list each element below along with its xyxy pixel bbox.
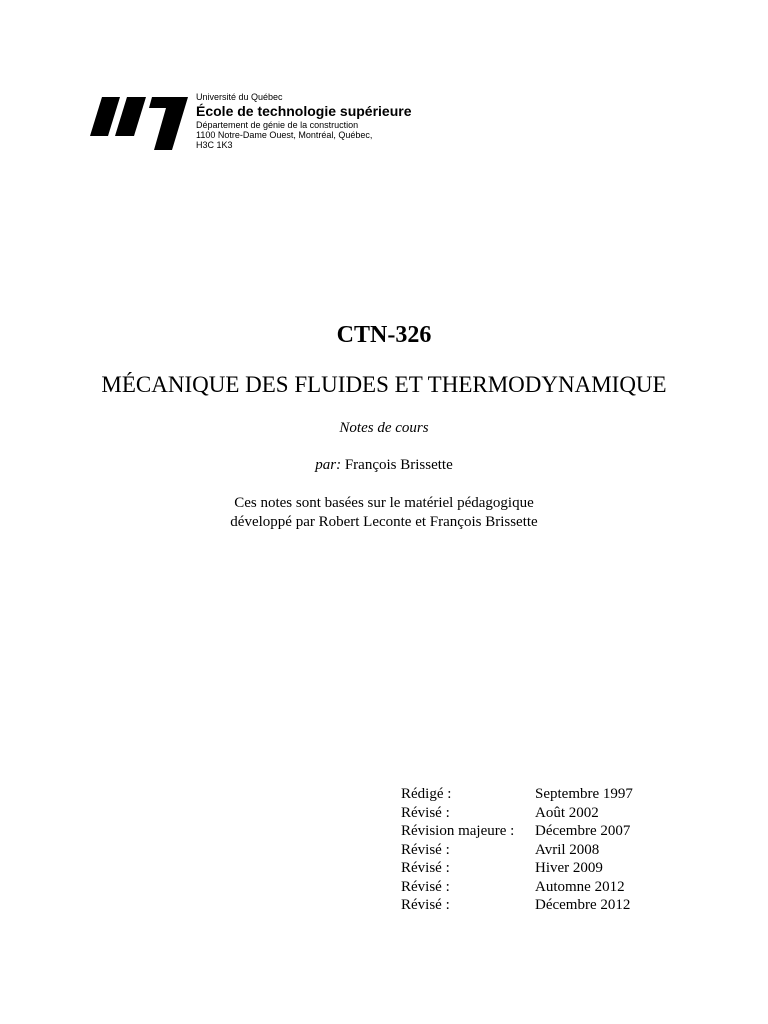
school-name: École de technologie supérieure: [196, 103, 412, 119]
revision-date: Août 2002: [535, 804, 599, 821]
revision-row: [401, 805, 633, 824]
ets-logo: [88, 94, 188, 152]
address-line-1: 1100 Notre-Dame Ouest, Montréal, Québec,: [196, 130, 373, 140]
university-name: Université du Québec: [196, 92, 283, 102]
document-subtitle: Notes de cours: [339, 420, 429, 436]
address-line-2: H3C 1K3: [196, 140, 233, 150]
revision-date: Automne 2012: [535, 878, 625, 895]
revision-label: Révision majeure :: [401, 823, 515, 839]
logo-bar-1: [90, 97, 120, 136]
author-line: [0, 457, 768, 474]
revision-label: Révisé :: [401, 841, 450, 858]
revision-label: Révisé :: [401, 804, 450, 821]
revision-row: [401, 842, 633, 861]
department-name: Département de génie de la construction: [196, 120, 359, 130]
revision-label: Révisé :: [401, 897, 450, 913]
revision-label: Révisé :: [401, 860, 450, 876]
credits-line-1: Ces notes sont basées sur le matériel pédagogique: [234, 495, 534, 511]
revision-row: [401, 879, 633, 898]
revision-date: Septembre 1997: [535, 786, 633, 802]
credits-note: [0, 494, 768, 532]
credits-line-2: développé par Robert Leconte et François Brissette: [230, 514, 538, 530]
revision-row: [401, 823, 633, 842]
revision-history: [401, 786, 633, 916]
revision-label: Rédigé :: [401, 786, 452, 802]
revision-date: Hiver 2009: [535, 860, 603, 876]
institution-header: [196, 93, 412, 150]
author-name: François Brissette: [344, 457, 453, 473]
revision-row: [401, 860, 633, 879]
revision-row: [401, 897, 633, 916]
revision-label: Révisé :: [401, 878, 450, 895]
author-prefix: par:: [315, 457, 342, 473]
course-code: CTN-326: [336, 322, 432, 348]
revision-date: Décembre 2012: [535, 897, 631, 913]
revision-row: [401, 786, 633, 805]
logo-bar-3: [149, 97, 188, 150]
revision-date: Décembre 2007: [535, 823, 631, 839]
logo-bar-2: [115, 97, 146, 136]
revision-date: Avril 2008: [535, 841, 600, 858]
course-title: MÉCANIQUE DES FLUIDES ET THERMODYNAMIQUE: [101, 372, 667, 397]
